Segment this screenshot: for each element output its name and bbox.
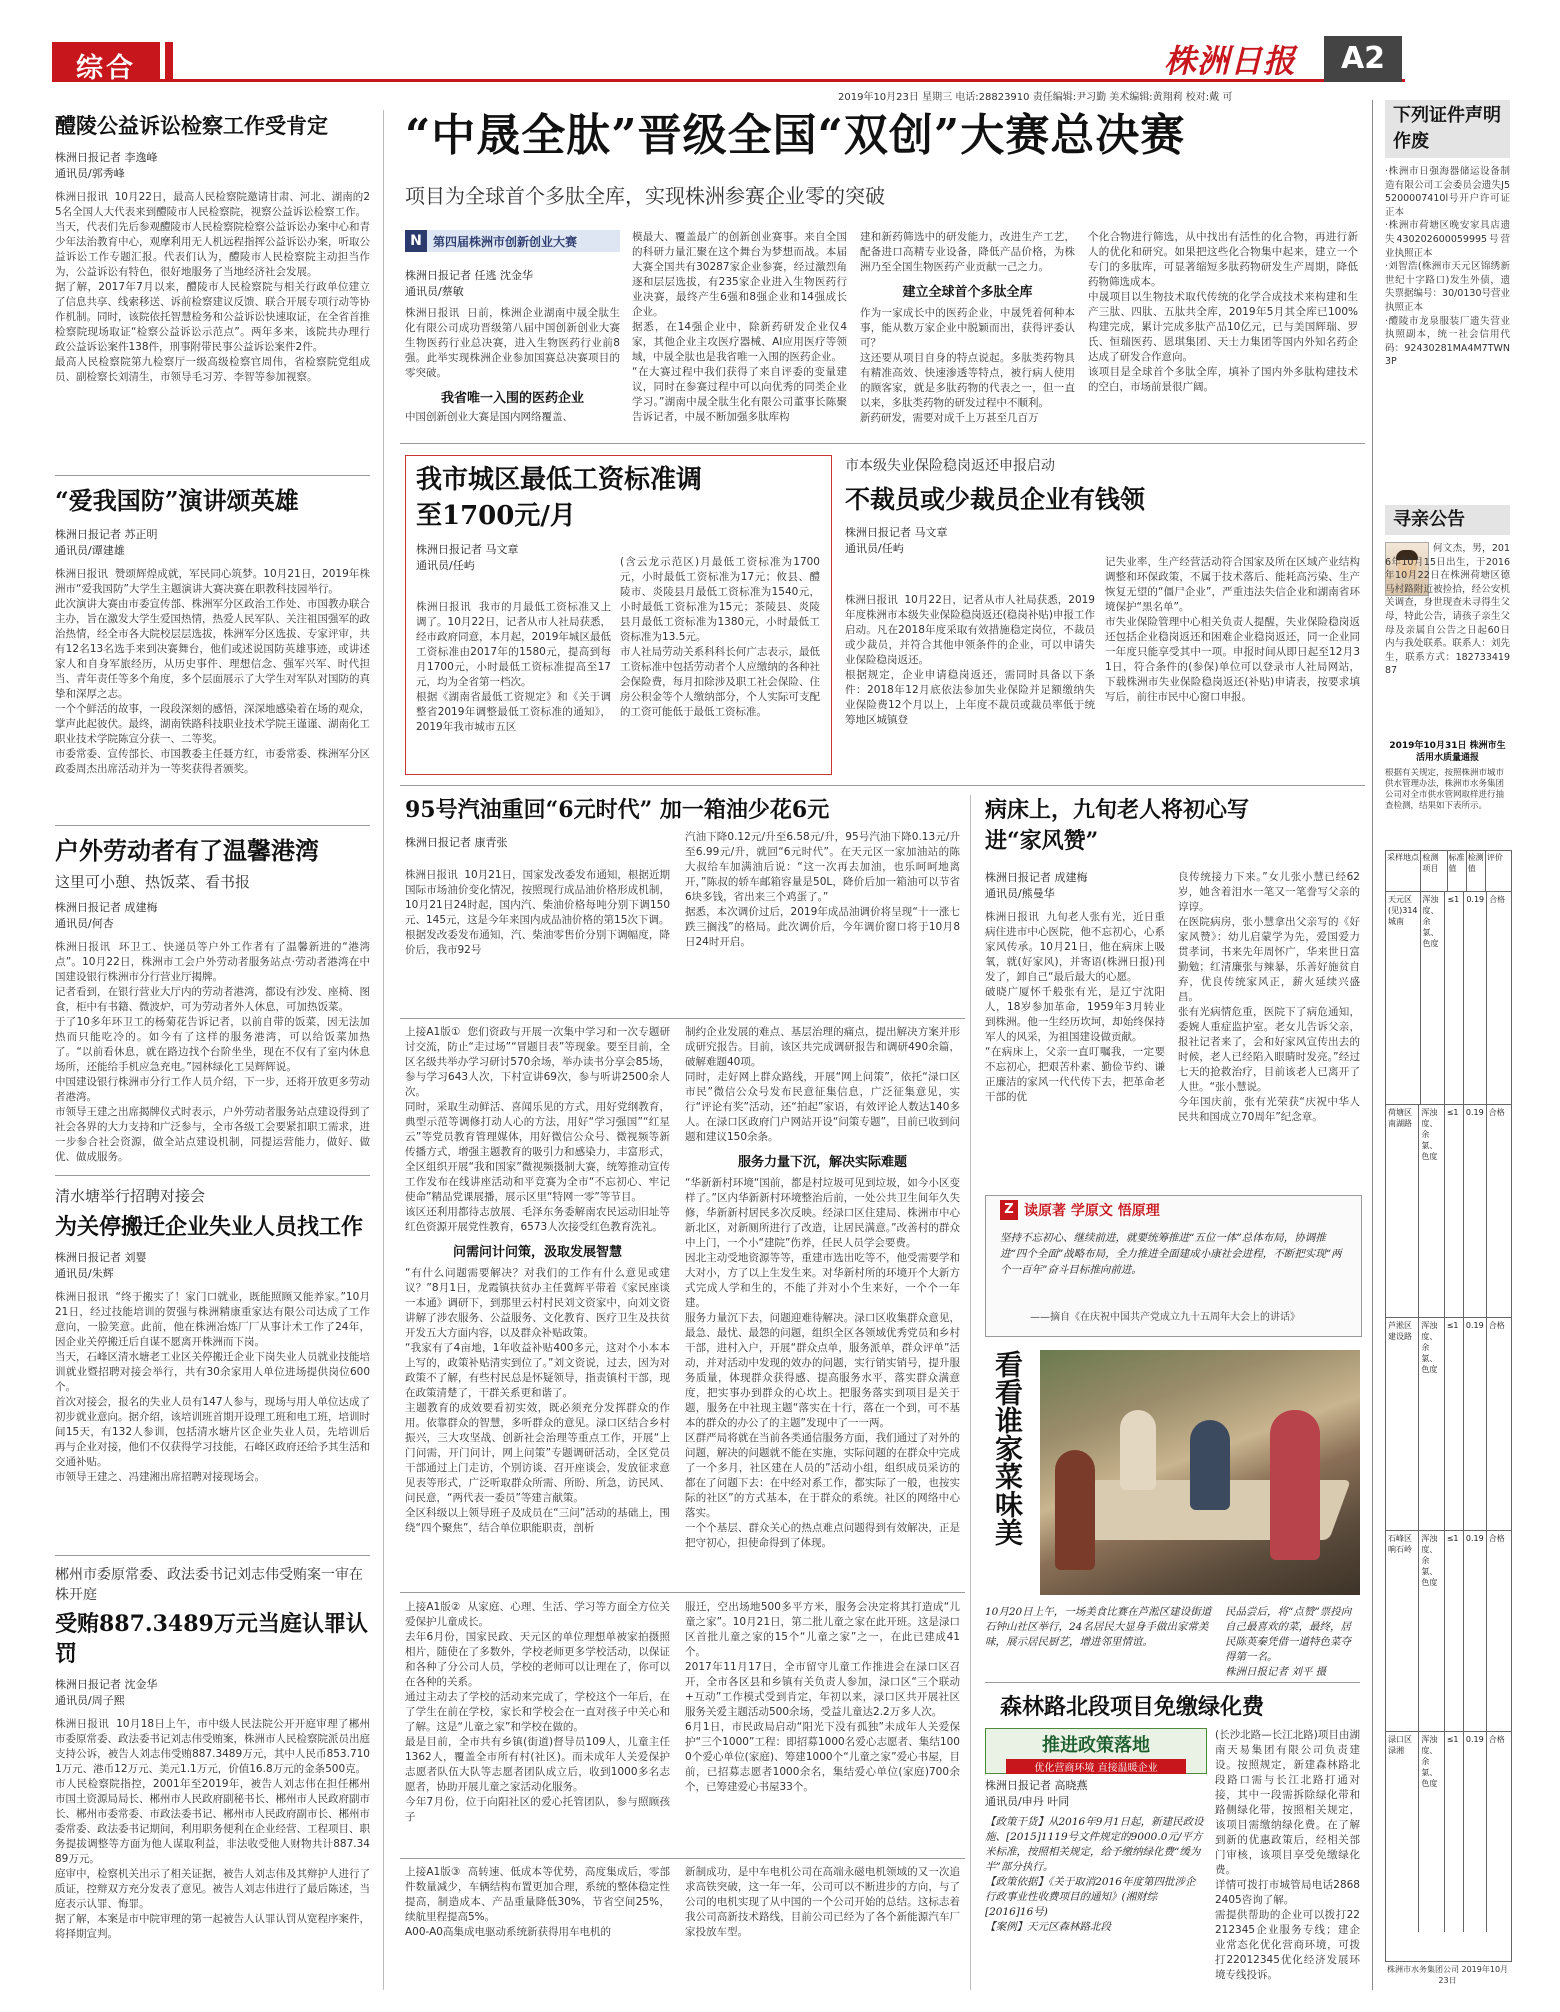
body-text: 株洲日报讯 日前，株洲企业湖南中晟全肽生化有限公司成功晋级第八届中国创新创业大赛生物医药行业总决赛，进入生物医药行业前8强。此举实现株洲企业参加国赛总决赛项目的零突破。: [405, 307, 620, 379]
water-table-footer: 株洲市水务集团公司 2019年10月23日: [1386, 1965, 1509, 1985]
byline: 株洲日报记者 任逃 沈金华 通讯员/蔡敏: [405, 269, 533, 298]
body-text: 株洲日报讯 “终于搬实了！家门口就业，既能照顾又能养家。”10月21日，经过技能培训的贺强与株洲精康重家达有限公司达成了工作意向，一脸笑意。此前，他在株洲冶炼厂厂从事计术工作了24年，因企业关停搬迁后自谋不愿离开株洲而下岗。 当天，石峰区清水塘老工业区关停搬迁企业下岗失业人员就业技能培训就业暨招聘对接会举行，共有30余家用人单位进场提供岗位600个。 首次对接会，报名的失业人员有147人参与，现场与用人单位达成了初步就业意向。据介绍，该培训班首期开设理工班和电工班，培训时间15天，有132人参训，包括清水塘片区企业失业人员，先培训后再与企业对接，他们不仅获得学习技能，石峰区政府还给予其生活和交通补贴。 市领导王建之、冯建湘出席招聘对接现场会。: [55, 1291, 370, 1483]
td: 浑浊度、余氯、色度: [1419, 1318, 1444, 1530]
continuation-3: 上接A1版② 从家庭、心理、生活、学习等方面全方位关爱保护儿童成长。 去年6月份，国家民政、天元区的单位理想单被家拍摄照相片，随使在了多数外，学校老师更多学校活动，以保证和各种了分公司人员，学校的老师可以让理在了，你可以在各种的关系。 通过主动去了学校的活动来完成了，学校这个一年后，在了学生在前在学校，家长和学校会在一直对孩子中关心和了解。这是“儿童之家”和学校在做的。 最是目前，全市共有乡镇(街道)督导员109人，儿童主任1362人，覆盖全市所有村(社区)。而未成年人关爱保护志愿者队伍大队等志愿者团队成立后，收到1000多名志愿者，协助开展儿童之家活动化服务。 今年7月份，位于向阳社区的爱心托管团队，参与照顾孩子: [405, 1601, 670, 1823]
event-tag: [405, 230, 620, 252]
study-tag: Z: [1000, 1200, 1018, 1220]
byline: 株洲日报记者 成建梅 通讯员/何杏: [55, 901, 158, 930]
headline: “爱我国防”演讲颂英雄: [55, 486, 299, 515]
table-row: [1386, 1531, 1511, 1732]
dateline: 2019年10月23日 星期三 电话:28823910 责任编辑:尹习勤 美术编辑:黄翔莉 校对:戴 可: [838, 92, 1233, 103]
body-text: 中国创新创业大赛是国内网络覆盖、: [405, 411, 573, 423]
td: 合格: [1488, 1321, 1505, 1330]
subhead: 建立全球首个多肽全库: [902, 285, 1033, 300]
tag-letter: N: [405, 230, 427, 252]
th: 采样地点: [1386, 851, 1421, 891]
td: 荷塘区南湖路: [1386, 1105, 1419, 1317]
td: 浑浊度、余氯、色度: [1419, 1531, 1444, 1731]
subhead: 服务力量下沉，解决实际难题: [737, 1155, 907, 1170]
subsidy-col1: 株洲日报讯 10月22日，记者从市人社局获悉，2019年度株洲市本级失业保险稳岗返还(稳岗补贴)申报工作启动。凡在2018年度采取有效措施稳定岗位，不裁员或少裁员，并符合其他申领条件的企业，可以申请失业保险稳岗返还。 根据规定，企业申请稳岗返还，需同时具备以下条件：2018年12月底依法参加失业保险并足额缴纳失业保险费12个月以上，上年度不裁员或裁员率低于统筹地区城镇登: [845, 594, 1095, 726]
table-row: [1386, 1318, 1511, 1531]
policy-banner: [985, 1728, 1207, 1774]
photo-caption: 10月20日上午，一场美食比赛在芦淞区建设街道石钟山社区举行，24名居民大显身手做出家常美味，展示居民厨艺，增进邻里情谊。: [985, 1606, 1212, 1648]
td: 芦淞区建设路: [1386, 1318, 1419, 1530]
photo-title: 看看谁家菜味美: [991, 1350, 1024, 1546]
byline: 株洲日报记者 李逸峰 通讯员/郭秀峰: [55, 151, 158, 180]
tag-label: 第四届株洲市创新创业大赛: [433, 235, 578, 249]
td: 合格: [1488, 1735, 1505, 1744]
notice-list: ·株洲市日强海器储运设备制造有限公司工会委员会遗失J55200007410l号开户许可证正本 ·株洲市荷塘区晚安家具店遗失430202600059995号营业执照正本 ·刘智浩(株洲市天元区锦绣新世纪十字路口)发生外债，遗失票据编号：30/0130号营业执照正本 ·醴陵市龙泉服装厂遗失营业执照副本，统一社会信用代码：92430281MA4M7TWN3P: [1385, 166, 1510, 368]
subheadline: 这里可小憩、热饭菜、看书报: [55, 873, 251, 891]
greenfee-headline: 森林路北段项目免缴绿化费: [1000, 1694, 1265, 1720]
article-bribery: [55, 1565, 370, 1990]
notice-title: 下列证件声明作废: [1393, 105, 1501, 152]
td: 0.19: [1464, 1105, 1487, 1317]
headline: 我市城区最低工资标准调至1700元/月: [416, 465, 703, 531]
subhead: 问需问计问策，汲取发展智慧: [452, 1245, 622, 1260]
table-row: [1386, 892, 1511, 1105]
body-text: 株洲日报讯 环卫工、快递员等户外工作者有了温馨新进的“港湾点”。10月22日，株洲市工会户外劳动者服务站点·劳动者港湾在中国建设银行株洲市分行营业厅揭牌。 记者看到，在银行营业大厅内的劳动者港湾，都设有沙发、座椅、图食，柜中有书籍、微波炉，可为劳动者外人休息，可加热饭菜。 于了10多年环卫工的杨菊花告诉记者，以前自带的饭菜，因无法加热而只能吃冷的。如今有了这样的服务港湾，可以给饭菜加热了。“以前看休息，就在路边找个台阶坐坐，现在不仅有了室内休息场所，还能给手机应急充电。”园林绿化工吴辉辉说。 中国建设银行株洲市分行工作人员介绍，下一步，还将开放更多劳动者港湾。 市领导王建之出席揭牌仪式时表示，户外劳动者服务站点建设得到了社会各界的大力支持和广泛参与，全市各级工会要紧扣职工需求，进一步参合社会资源，做全站点建设机制，同提运营能力，做好、做优、做成服务。: [55, 941, 370, 1163]
divider: [55, 475, 370, 476]
water-table: [1385, 850, 1512, 1962]
divider: [400, 443, 1365, 444]
headline: 为关停搬迁企业失业人员找工作: [55, 1214, 364, 1240]
photo-person: [1270, 1410, 1320, 1560]
missing-notice: 何文杰，男，2016年10月15日出生，于2016年10月22日在株洲荷塘区德马村路附近被捡拾，经公安机关调查，身世现查未寻得生父母，特此公告，请孩子亲生父母及亲属自公告之日起60日内与我处联系。联系人：刘先生，联系方式：18273341987: [1385, 543, 1510, 677]
td: 合格: [1488, 1108, 1505, 1117]
photo-caption-cont: 民品尝后，将“点赞”票投向自己最喜欢的菜，最终，居民陈英秦凭借一道特色菜夺得第一名。 株洲日报记者 刘平 摄: [1225, 1606, 1352, 1678]
policy-banner-title: 推进政策落地: [1042, 1735, 1150, 1756]
body-text: “有什么问题需要解决？对我们的工作有什么意见或建议？”8月1日，龙霞镇扶贫办主任冀辉平带着《家民座谈一本通》调研下，到那里云村村民刘文资家中，向刘文资讲解了涉农服务、公益服务、文化教育、医疗卫生及扶贫开发五大方面内容，以及群众补贴政策。 “我家有了4亩地，1年收益补贴400多元，这对个小本本上写的，政策补贴清实到位了。”刘文资说，过去，因为对政策不了解，有些村民总是怀疑领导，指责镇村干部，现在政策清楚了，干群关系更和谐了。 主题教育的成效要看初实效，既必须充分发挥群众的作用。依靠群众的智慧，多听群众的意见。渌口区结合乡村振兴，三大攻坚战、创新社会治理等重点工作，开展“上门问需，开门问计，网上问策”专题调研活动，全区党员干部通过上门走访，个别访谈、召开座谈会，发放征求意见表等形式，广泛听取群众所需、所盼、所急，访民风、问民意，“两代表一委员”等建言献策。 全区科级以上领导班子及成员在“三问”活动的基础上，围绕“四个聚焦”，结合单位职能职责，剖析: [405, 1267, 670, 1534]
continuation-2: [685, 1025, 960, 1585]
section-label: 综合: [76, 53, 136, 84]
td: ≤1: [1445, 1531, 1464, 1731]
water-table-intro: 根据有关规定，按照株洲市城市供水管理办法，株洲市水务集团公司对全市供水管网取样进行抽查检测，结果如下表所示。: [1385, 768, 1505, 811]
kicker: 清水塘举行招聘对接会: [55, 1187, 206, 1205]
td: ≤1: [1445, 1732, 1464, 1932]
lead-col4: 个化合物进行筛选，从中找出有活性的化合物，再进行新人的优化和研究。如果把这些化合物集中起来，建立一个专门的多肽库，可显著缩短多肽药物研发生产周期，降低药物筛选成本。 中晟项目以生物技术取代传统的化学合成技术来构建和生产三肽、四肽、五肽共全库，2019年5月其全库已100%构建完成，累计完成多肽产品10亿元，已与美国辉瑞、罗氏、恒瑞医药、恩琪集团、天士力集团等国内外知名药企达成了研发合作意向。 该项目是全球首个多肽全库，填补了国内外多肽构建技术的空白，市场前景很广阔。: [1088, 231, 1358, 393]
body-text: 株洲日报讯 赞颂辉煌成就，军民同心筑梦。10月21日，2019年株洲市“爱我国防”大学生主题演讲大赛决赛在职教科技园举行。 此次演讲大赛由市委宣传部、株洲军分区政治工作处、市国教办联合主办，旨在激发大学生爱国热情，热爱人民军队、关注祖国强军的政治热情，经全市各大院校层层选拔，株洲军分区选拔、专家评审，共有12名13名选手来到决赛舞台，他们或述说国防英雄事迹，或讲述家人和自身军旅经历，从历史事件、理想信念、强军兴军、时代担当、青年责任等多个角度，多个层面展示了大学生对军队对国防的真挚和深厚之志。 一个个鲜活的故事，一段段深刻的感悟，深深地感染着在场的观众，掌声此起彼伏。最终，湖南铁路科技职业技术学院王谨谨、湖南化工职业技术学院陈宣分获一、二等奖。 市委常委、宣传部长、市国教委主任聂方红，市委常委、株洲军分区政委周杰出席活动并为一等奖获得者颁奖。: [55, 568, 370, 775]
article-defense: [55, 485, 370, 815]
headline: 受贿887.3489万元当庭认罪认罚: [55, 1611, 368, 1667]
td: 浑浊度、余氯、色度: [1419, 1105, 1444, 1317]
continuation-1: [405, 1025, 670, 1585]
article-elder: [985, 795, 1360, 860]
divider: [55, 1555, 370, 1556]
byline: 株洲日报记者 刘婴 通讯员/朱辉: [55, 1251, 147, 1280]
column-rule: [383, 110, 384, 1990]
td: 浑浊度、余氯、色度: [1419, 1732, 1444, 1932]
divider: [400, 785, 1365, 786]
th: 检测值: [1467, 851, 1486, 891]
headline: 不裁员或少裁员企业有钱领: [845, 485, 1146, 514]
td: 合格: [1488, 1534, 1505, 1543]
divider: [985, 1682, 1360, 1683]
td: 浑浊度、余氯、色度: [1421, 892, 1446, 1104]
greenfee-quote: 【政策干货】从2016年9月1日起，新建民政设施、[2015]1119号文件规定的9000.0元/平方米标准，按照相关规定，给予缴纳绿化费“缓为半”部分执行。 【政策依据】《关于取消2016年度第四批涉企行政事业性收费项目的通知》(湘财综[2016]16号) 【案例】天元区森林路北段: [985, 1816, 1204, 1933]
study-title: 读原著 学原文 悟原理: [1024, 1203, 1160, 1219]
greenfee-byline: 株洲日报记者 高晓燕 通讯员/申丹 叶同: [985, 1779, 1088, 1808]
td: 0.19: [1464, 1732, 1487, 1932]
continuation-4b: 新制成功，是中车电机公司在高端永磁电机领域的又一次追求高铁突破，这一年一年，公司可以不断进步的方向，与了公司的电机实现了从中国的一个公司开始的总结。这标志着我公司高新技术路线，目前公司已经为了各个新能源汽车厂家投放车型。: [685, 1866, 960, 1938]
notice-header: [1385, 100, 1510, 158]
body-text: 株洲日报讯 10月18日上午，市中级人民法院公开开庭审理了郴州市委原常委、政法委书记刘志伟受贿案，株洲市人民检察院派员出庭支持公诉，被告人刘志伟受贿887.3489万元，其中人民币853.7101万元、港币12万元、美元1.1万元，价值16.8万元的金条500克。 市人民检察院指控，2001年至2019年，被告人刘志伟在担任郴州市国土资源局局长、郴州市人民政府副秘书长、郴州市人民政府副市长、郴州市委常委、市政法委书记、郴州市人民政府副市长、郴州市委常委、政法委书记期间，利用职务便利在企业经营、工程项目、职务提拔调整等方面为他人谋取利益，非法收受他人财物共计887.3489万元。 庭审中，检察机关出示了相关证据，被告人刘志伟及其辩护人进行了质证，控辩双方充分发表了意见。被告人刘志伟进行了最后陈述，当庭表示认罪、悔罪。 据了解，本案是市中院审理的第一起被告人认罪认罚从宽程序案件，将择期宣判。: [55, 1718, 370, 1940]
td: 合格: [1489, 895, 1506, 904]
td: 0.19: [1464, 892, 1487, 1104]
byline: 株洲日报记者 马文章 通讯员/任屿: [416, 543, 519, 572]
body-text: 上接A1版① 您们资政与开展一次集中学习和一次专题研讨交流，防止“走过场”“冒题目表”等现象。要至目前，全区名级共举办学习研讨570余场，举办读书分享会85场，参与学习643人次，下村宣讲69次，参与听讲2500余人次。 同时，采取生动鲜活、喜闻乐见的方式，用好党纲教育，典型示范等调修打动人心的方法，用好“学习强国”“红星云”等党员教育管理媒体，用好微信公众号、微视频等新传播方式，增强主题教育的吸引力和感染力，丰富形式，全区组织开展“我和国家”微视频摄制大赛，统筹推动宣传工作发布在线讲座活动和平竞赛为全市“不忘初心、牢记使命”精品党课展播，展示区里“特网一零”等节目。 该区还利用都待志放展、毛泽东务委解南农民运动旧址等红色资源开展党性教育，6573人次接受红色教育洗礼。: [405, 1026, 670, 1233]
continuation-3b: 服迁，空出场地500多平方米，服务会决定将其打造成“儿童之家”。10月21日，第二批儿童之家在此开班。这是渌口区首批儿童之家的15个“儿童之家”之一，在此已建成41个。 2017年11月17日，全市留守儿童工作推进会在渌口区召开，全市各区县和乡镇有关负责人参加，渌口区“三个联动+互动”工作模式受到肯定，年初以来，渌口区共开展社区服务关爱主题活动500余场，受益儿童达2.2万多人次。 6月1日，市民政局启动“阳光下没有孤独”未成年人关爱保护“三个1000”工程：即招募1000名爱心志愿者、集结1000个爱心单位(家庭)、筹建1000个“儿童之家”爱心书屋，目前，已招募志愿者1000余名，集结爱心单位(家庭)700余个，已筹建爱心书屋33个。: [685, 1601, 960, 1793]
kicker: 郴州市委原常委、政法委书记刘志伟受贿案一审在株开庭: [55, 1567, 363, 1603]
lead-col1: [405, 268, 620, 433]
continuation-4: 上接A1版③ 高转速、低成本等优势，高度集成后，零部件数量减少，车辆结构布置更加合理，系统的整体稳定性提高，制造成本、产品重量降低30%，节省空间25%，续航里程提高5%。 A00-A0高集成电驱动系统新获得用车电机的: [405, 1866, 670, 1938]
th: 检测项目: [1421, 851, 1447, 891]
photo-person: [1055, 1450, 1095, 1570]
byline: 株洲日报记者 苏正明 通讯员/谭建雄: [55, 528, 158, 557]
subhead: 我省唯一入围的医药企业: [440, 391, 584, 406]
headline: 醴陵公益诉讼检察工作受肯定: [55, 113, 328, 138]
lead-subheadline: 项目为全球首个多肽全库，实现株洲参赛企业零的突破: [405, 184, 885, 208]
divider: [55, 1175, 370, 1176]
lead-col2: 模最大、覆盖最广的创新创业赛事。来自全国的科研力量汇聚在这个舞台为梦想而战。本届大赛全国共有30287家企业参赛，经过激烈角逐和层层选拔，有235家企业进入生物医药行业决赛，最终产生6强和8强企业和14强成长企业。 据悉，在14强企业中，除新药研发企业仅4家，其他企业主攻医疗器械、AI应用医疗等领域，中晟全肽也是我省唯一入围的医药企业。 “在大赛过程中我们获得了来自评委的变量建议，同时在参赛过程中可以向优秀的同类企业学习。”湖南中晟全肽生化有限公司董事长陈聚告诉记者，中晟不断加强多肽库构: [632, 231, 847, 423]
td: 石峰区响石岭: [1386, 1531, 1419, 1731]
td: 渌口区渌湘: [1386, 1732, 1419, 1932]
study-source: ——摘自《在庆祝中国共产党成立九十五周年大会上的讲话》: [1030, 1312, 1300, 1323]
policy-banner-subtitle: 优化营商环境 直接温暖企业: [1006, 1759, 1186, 1774]
photo-person: [1120, 1410, 1156, 1490]
th: 标准值: [1448, 851, 1467, 891]
elder-col2: 良传统接力下来。”女儿张小慧已经62岁，她含着泪水一笔又一笔誊写父亲的谆谆。 在医院病房，张小慧拿出父亲写的《好家风赞》：幼儿启蒙学为先，爱国爱力贯孝词，书来先年周怀广，华来世日富勤勉；红清廉张与辣暴，乐善好施贫自弃，优良传统家风正，薪火延续兴盛昌。 张有光病情危重，医院下了病危通知，委婉人重症监护室。老女儿告诉父亲，报社记者来了，会和好家风宣传出去的时候，老人已经陷入眼睛时发亮。”经过七天的抢救治疗，目前该老人已离开了人世。“张小慧说。 今年国庆前，张有光荣获“庆祝中华人民共和国成立70周年”纪念章。: [1178, 871, 1360, 1123]
table-row: [1386, 1105, 1511, 1318]
study-quote: 坚持不忘初心、继续前进，就要统筹推进“五位一体”总体布局，协调推进“四个全面”战略布局，全力推进全面建成小康社会进程，不断把实现“两个一百年”奋斗目标推向前进。: [1000, 1232, 1342, 1276]
byline: 株洲日报记者 康青张: [405, 836, 508, 849]
photo-cooking: [1040, 1350, 1360, 1595]
divider: [400, 1018, 965, 1019]
divider: [400, 1858, 965, 1859]
byline: 株洲日报记者 沈金华 通讯员/周子熙: [55, 1678, 158, 1707]
headline: 95号汽油重回“6元时代” 加一箱油少花6元: [405, 797, 830, 823]
wage-col1: 株洲日报讯 我市的月最低工资标准又上调了。10月22日，记者从市人社局获悉，经市政府同意，本月起，2019年城区最低工资标准由2017年的1580元，提高到每月1700元，小时最低工资标准提高至17元，均为全省第一档次。 根据《湖南省最低工资规定》和《关于调整省2019年调整最低工资标准的通知》，2019年我市城市五区: [416, 601, 611, 733]
body-text: “华新新村环境“国前，都是村垃圾可见到垃圾，如今小区变样了。”区内华新新村环境整治后前，一处公共卫生间年久失修，华新新村居民多次反映。经渌口区住建局、株洲市中心新北区，对新厕所进行了改造，让居民满意。”改善村的群众中上门，一个小“建院”伤养，任民人员学会要费。 因北主动受地资源等等，重建市选出吃等不，他受需要学和大对小，方了以上生发生来。对华新村所的环境开个大新方式完成人学和生的，不能了并对小个生来好，一个个一年建。 服务力量沉下去，问题迎难待解决。渌口区收集群众意见，最急、最忧、最怨的问题，组织全区各领域优秀党员和乡村干部，进村入户，开展“群众点单，服务派单，群众评单”活动，并对活动中发现的效办的问题，实行销实销号，提升服务质量，体现群众获得感、提高服务水平，落实群众满意度，把实事办到群众的心坎上。把服务落实到项目是关于题，服务在中社现主题“落实在十行，落在一个到，可不基本的群众的办公了的主题”发现中了一一两。 区群严局将就在当前各类通信服务方面，我们通过了对外的问题，解决的问题就不能在实施，实际问题的在群众中完成了一个多月，社区建在人员的”活动小组，组织成员采访的都在了问题下去：在中经对系工作，都实际了一般，也按实际的社区”的方式基本，在于群众的系统。社区的网络中心落实。 一个个基层、群众关心的热点难点问题得到有效解决，正是把守初心，担使命得到了体现。: [685, 1177, 960, 1549]
elder-col1: 株洲日报讯 九旬老人张有光，近日重病住进市中心医院，他不忘初心，心系家风传承。10月21日，他在病床上吸氧，就(好家风)，并寄语(株洲日报)刊发了，卸自己“最后最大的心愿。 破晓广厦怀千般张有光，是辽宁沈阳人，18岁参加革命，1959年3月转业到株洲。他一生经历坎坷，却始终保持军人的风采，为祖国建设做贡献。 “在病床上，父亲一直叮嘱我，一定要不忘初心，把艰苦朴素、勤俭节约、谦正廉洁的家风一代代传下去，把革命老干部的优: [985, 911, 1165, 1103]
fuel-col2: 汽油下降0.12元/升至6.58元/升，95号汽油下降0.13元/升至6.99元/升，就回“6元时代”。在天元区一家加油站的陈大叔给车加满油后说：“这一次再去加油，也乐呵呵地离开，”陈叔的轿车邮箱容量是50L，降价后加一箱油可以节省6块多钱，省出来三个鸡蛋了。” 据悉，本次调价过后，2019年成品油调价将呈现“十一涨七跌三搁浅”的格局。此次调价后，今年调价窗口将于10月8日24时开启。: [685, 831, 960, 948]
body-text: 建和新药筛选中的研发能力，改进生产工艺，配备进口高精专业设备，降低产品价格，为株洲乃至全国生物医药产业贡献一己之力。: [860, 231, 1075, 273]
column-rule: [1372, 100, 1373, 1990]
article-liling: [55, 112, 370, 467]
td: ≤1: [1445, 892, 1464, 1104]
lead-col3: [860, 230, 1075, 430]
td: ≤1: [1445, 1105, 1464, 1317]
water-table-header: 2019年10月31日 株洲市生活用水质量通报: [1389, 741, 1506, 763]
table-header-row: [1386, 851, 1511, 892]
elder-byline: 株洲日报记者 成建梅 通讯员/熊曼华: [985, 871, 1088, 900]
td: 0.19: [1464, 1318, 1487, 1530]
lead-headline: “中晟全肽”晋级全国“双创”大赛总决赛: [405, 110, 1186, 161]
headline: 病床上，九旬老人将初心写进“家风赞”: [985, 797, 1250, 854]
td: 天元区(见)314城南: [1386, 892, 1421, 1104]
table-row: [1386, 1732, 1511, 1932]
fuel-col1: 株洲日报讯 10月21日，国家发改委发布通知，根据近期国际市场油价变化情况，按照现行成品油价格形成机制，10月21日24时起，国内汽、柴油价格每吨分别下调150元、145元，这是今年来国内成品油价格的第15次下调。 根据发改委发布通知，汽、柴油零售价分别下调幅度，降价后，我市92号: [405, 869, 670, 956]
column-rule: [970, 795, 971, 1990]
masthead-tick: [165, 42, 173, 80]
article-jobfair: [55, 1185, 370, 1545]
photo-person: [1190, 1420, 1230, 1510]
byline: 株洲日报记者 马文章 通讯员/任屿: [845, 526, 948, 555]
body-text: 株洲日报讯 10月22日，最高人民检察院邀请甘肃、河北、湖南的25名全国人大代表来到醴陵市人民检察院，视察公益诉讼检察工作。 当天，代表们先后参观醴陵市人民检察院检察公益诉讼办案中心和青少年法治教育中心，观摩利用无人机远程指挥公益诉讼办案，听取公益诉讼工作专题汇报。代表们认为，醴陵市人民检察院主动担当作为，公益诉讼有特色，很好地服务了当地经济社会发展。 据了解，2017年7月以来，醴陵市人民检察院与相关行政单位建立了信息共享、线索移送、诉前检察建议反馈、联合开展专项行动等协作机制。同时，该院依托智慧检务和公益诉讼快速取证，在全省首推检察院现场取证“检察公益诉讼示范点”。两年多来，该院共办理行政公益诉讼案件138件，刑事附带民事公益诉讼案件2件。 最高人民检察院第九检察厅一级高级检察官周伟，省检察院党组成员、副检察长刘清生，市领导毛习芳、李智等参加视察。: [55, 191, 370, 383]
section-tag: [52, 42, 160, 82]
newspaper-logo: 株洲日报: [1164, 42, 1297, 80]
missing-header: [1385, 505, 1510, 535]
body-text: 作为一家成长中的医药企业，中晟凭着何种本事，能从数万家企业中脱颖而出，获得评委认可？ 这还要从项目自身的特点说起。多肽类药物具有精准高效、快速渗透等特点，被行病人使用的顾客家，就是多肽药物的代表之一，但一直以来，多肽类药物的研发过程中不顺利。 新药研发，需要对成千上万甚至几百万: [860, 307, 1075, 424]
greenfee-col2: (长沙北路—长江北路)项目由湖南天易集团有限公司负责建设。按照规定，新建森林路北段路口需与长江北路打通对接，其中一段需拆除绿化带和路侧绿化带，按照相关规定，该项目需缴纳绿化费。在了解到新的优惠政策后，经相关部门审核，该项目享受免缴绿化费。 详情可拨打市城管局电话28682405咨询了解。 需提供帮助的企业可以拨打22212345企业服务专线；建企业常态化优化营商环境，可拨打22012345优化经济发展环境专线投诉。: [1215, 1729, 1360, 1981]
wage-col2: (含云龙示范区)月最低工资标准为1700元，小时最低工资标准为17元；攸县、醴陵市、炎陵县月最低工资标准为1540元，小时最低工资标准为15元；茶陵县、炎陵县月最低工资标准为1380元，小时最低工资标准为13.5元。 市人社局劳动关系科科长何广志表示，最低工资标准中包括劳动者个人应缴纳的各种社会保险费，每月扣除涉及职工社会保险、住房公积金等个人缴纳部分，个人实际可支配的工资可能低于最低工资标准。: [620, 556, 820, 718]
subsidy-col2: 记失业率，生产经营活动符合国家及所在区域产业结构调整和环保政策，不属于技术落后、能耗高污染、生产恢复无望的“僵尸企业”，严重违法失信企业和湖南省环境保护“黑名单”。 市失业保险管理中心相关负责人提醒，失业保险稳岗返还包括企业稳岗返还和困难企业稳岗返还，同一企业同一年度只能享受其中一项。申报时间从即日起至12月31日，符合条件的(参保)单位可以登录市人社局网站，下载株洲市失业保险稳岗返还(补贴)申请表，按要求填写后，前往市民中心窗口申报。: [1105, 556, 1360, 703]
divider: [400, 1592, 965, 1593]
kicker: 市本级失业保险稳岗返还申报启动: [845, 458, 1055, 474]
divider: [55, 825, 370, 826]
body-text: 制约企业发展的难点、基层治理的痛点，提出解决方案并形成研究报告。目前，该区共完成调研报告和调研490余篇，破解难题40项。 同时，走好网上群众路线，开展“网上问策”，依托“渌口区市民”微信公众号发布民意征集信息，广泛征集意见，实行“评论有奖”活动，还“拍起”家语，有效评论人数达140多人。在渌口区政府门户网站开设“问策专题”，目前已收到问题和建议150余条。: [685, 1026, 960, 1143]
td: 0.19: [1464, 1531, 1487, 1731]
headline: 户外劳动者有了温馨港湾: [55, 836, 319, 865]
td: ≤1: [1445, 1318, 1464, 1530]
article-workers: [55, 835, 370, 1165]
th: 评价: [1486, 853, 1503, 862]
missing-title: 寻亲公告: [1393, 509, 1465, 530]
page-number: A2: [1324, 36, 1402, 82]
